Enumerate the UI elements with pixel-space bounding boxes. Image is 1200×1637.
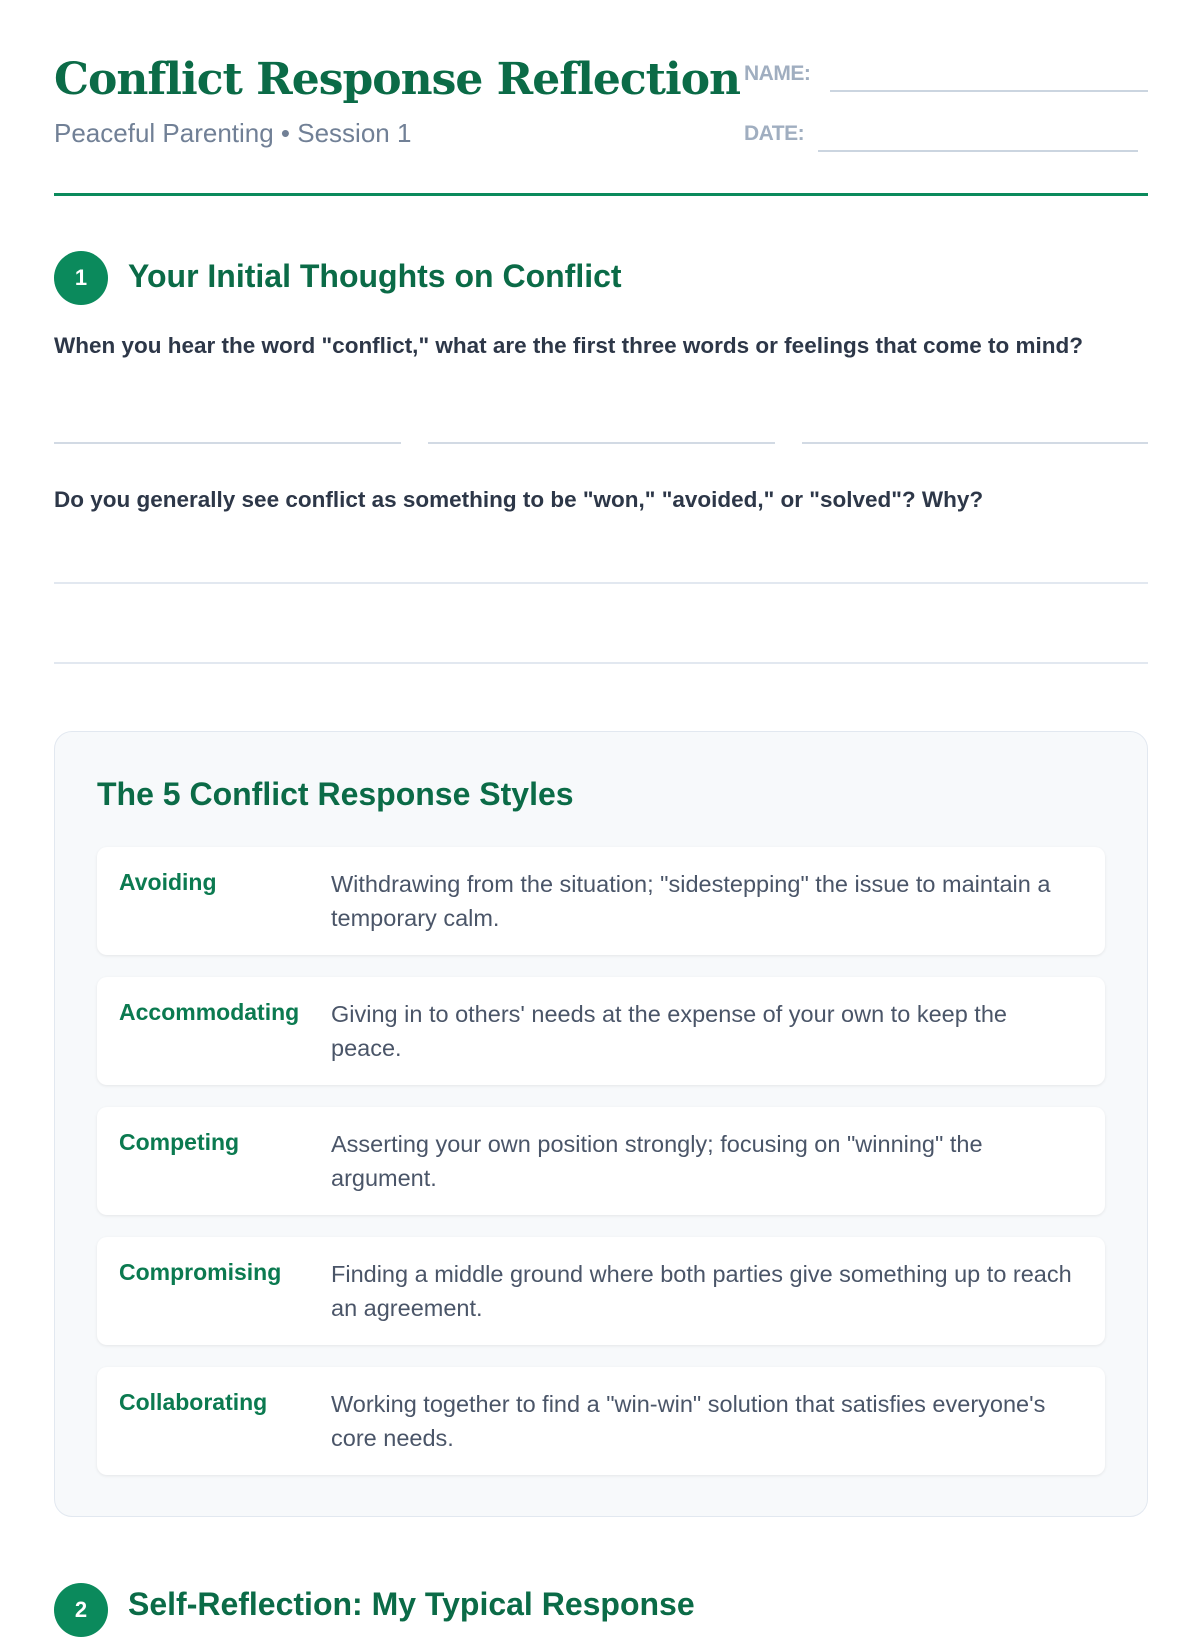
answer-field-word-1[interactable] xyxy=(54,442,401,444)
worksheet-page xyxy=(54,0,1148,1622)
style-description: Asserting your own position strongly; focusing on "winning" the argument. xyxy=(331,1131,983,1191)
question-first-words: When you hear the word "conflict," what are the first three words or feelings that come to mind? xyxy=(54,333,1083,358)
style-name: Competing xyxy=(119,1129,240,1155)
style-description: Withdrawing from the situation; "sidestepping" the issue to maintain a temporary calm. xyxy=(331,871,1051,931)
header-divider xyxy=(54,193,1148,196)
section-title: Self-Reflection: My Typical Response xyxy=(128,1586,695,1622)
style-row-avoiding xyxy=(97,847,1105,955)
section-title: Your Initial Thoughts on Conflict xyxy=(128,258,622,294)
step-badge: 1 xyxy=(54,251,108,305)
style-description: Working together to find a "win-win" solution that satisfies everyone's core needs. xyxy=(331,1391,1046,1451)
card-title: The 5 Conflict Response Styles xyxy=(97,776,574,812)
style-description: Finding a middle ground where both parties give something up to reach an agreement. xyxy=(331,1261,1072,1321)
answer-field-line-1[interactable] xyxy=(54,582,1148,584)
conflict-styles-card xyxy=(54,731,1148,1517)
style-row-competing xyxy=(97,1107,1105,1215)
question-conflict-view: Do you generally see conflict as something to be "won," "avoided," or "solved"? Why? xyxy=(54,487,984,512)
style-name: Collaborating xyxy=(119,1389,268,1415)
name-label: NAME: xyxy=(744,62,811,85)
answer-field-word-3[interactable] xyxy=(802,442,1148,444)
style-name: Compromising xyxy=(119,1259,282,1285)
date-field[interactable] xyxy=(818,150,1138,152)
page-title: Conflict Response Reflection xyxy=(54,54,741,105)
page-subtitle: Peaceful Parenting • Session 1 xyxy=(54,118,412,148)
name-field[interactable] xyxy=(830,90,1148,92)
style-description: Giving in to others' needs at the expense of your own to keep the peace. xyxy=(331,1001,1007,1061)
answer-field-line-2[interactable] xyxy=(54,662,1148,664)
style-name: Avoiding xyxy=(119,869,217,895)
style-row-collaborating xyxy=(97,1367,1105,1475)
style-row-compromising xyxy=(97,1237,1105,1345)
style-name: Accommodating xyxy=(119,999,300,1025)
date-label: DATE: xyxy=(744,122,805,145)
answer-field-word-2[interactable] xyxy=(428,442,775,444)
style-row-accommodating xyxy=(97,977,1105,1085)
step-badge: 2 xyxy=(54,1583,108,1637)
